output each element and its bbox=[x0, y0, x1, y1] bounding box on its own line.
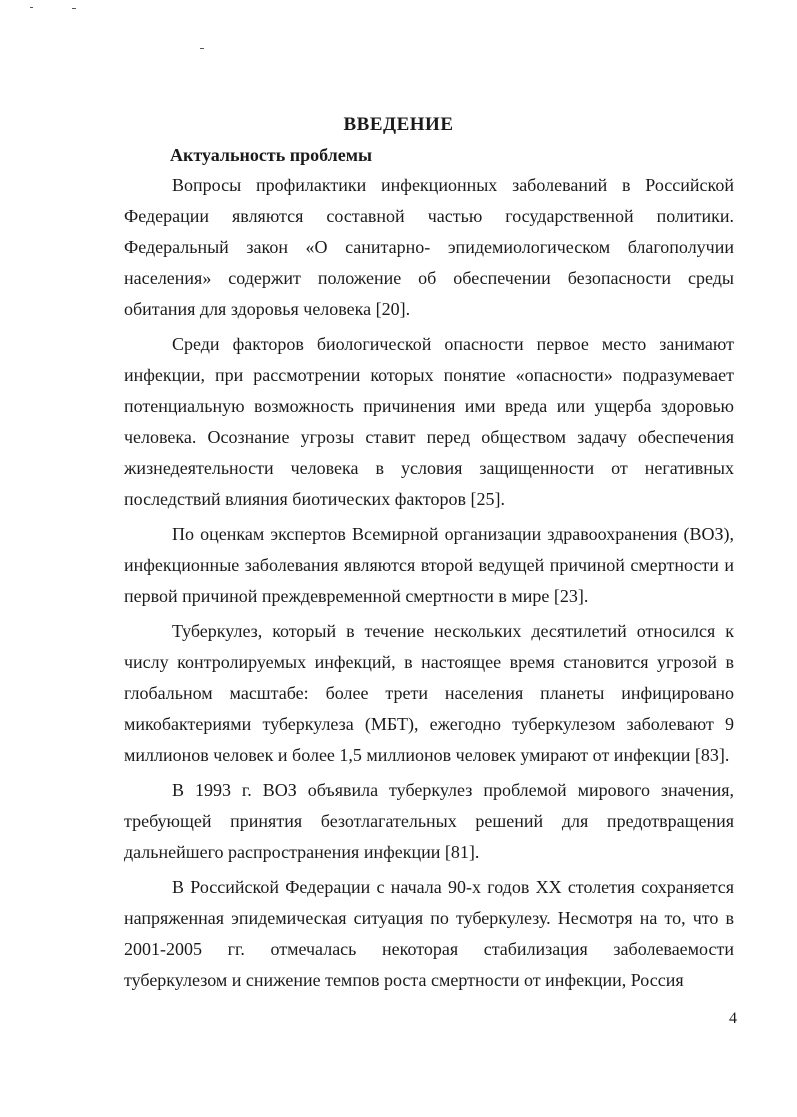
scan-speck bbox=[30, 7, 33, 8]
paragraph-3: По оценкам экспертов Всемирной организации здравоохранения (ВОЗ), инфекционные заболевания являются второй ведущей причиной смертности и первой причиной преждевременной смертности в мире [23]. bbox=[124, 524, 734, 606]
paragraph-4: Туберкулез, который в течение нескольких десятилетий относился к числу контролируемых инфекций, в настоящее время становится угрозой в глобальном масштабе: более трети населения планеты инфицировано микобактериями туберкулеза (МБТ), ежегодно туберкулезом заболевают 9 миллионов человек и более 1,5 миллионов человек умирают от инфекции [83]. bbox=[124, 621, 734, 765]
paragraph-1: Вопросы профилактики инфекционных заболеваний в Российской Федерации являются составной частью государственной политики. Федеральный закон «О санитарно- эпидемиологическом благополучии населения» содержит положение об обеспечении безопасности среды обитания для здоровья человека [20]. bbox=[124, 175, 734, 319]
paragraph-6: В Российской Федерации с начала 90-х годов XX столетия сохраняется напряженная эпидемическая ситуация по туберкулезу. Несмотря на то, что в 2001-2005 гг. отмечалась некоторая стабилизация заболеваемости туберкулезом и снижение темпов роста смертности от инфекции, Россия bbox=[124, 877, 734, 990]
paragraph-5: В 1993 г. ВОЗ объявила туберкулез проблемой мирового значения, требующей принятия безотлагательных решений для предотвращения дальнейшего распространения инфекции [81]. bbox=[124, 780, 734, 862]
page-number: 4 bbox=[729, 1010, 737, 1027]
paragraph-2: Среди факторов биологической опасности первое место занимают инфекции, при рассмотрении которых понятие «опасности» подразумевает потенциальную возможность причинения ими вреда или ущерба здоровью человека. Осознание угрозы ставит перед обществом задачу обеспечения жизнедеятельности человека в условия защищенности от негативных последствий влияния биотических факторов [25]. bbox=[124, 334, 734, 509]
page-title: ВВЕДЕНИЕ bbox=[343, 114, 454, 135]
section-heading: Актуальность проблемы bbox=[170, 145, 373, 165]
body-text bbox=[124, 170, 734, 996]
scan-speck bbox=[72, 8, 76, 9]
scan-speck bbox=[200, 48, 204, 49]
